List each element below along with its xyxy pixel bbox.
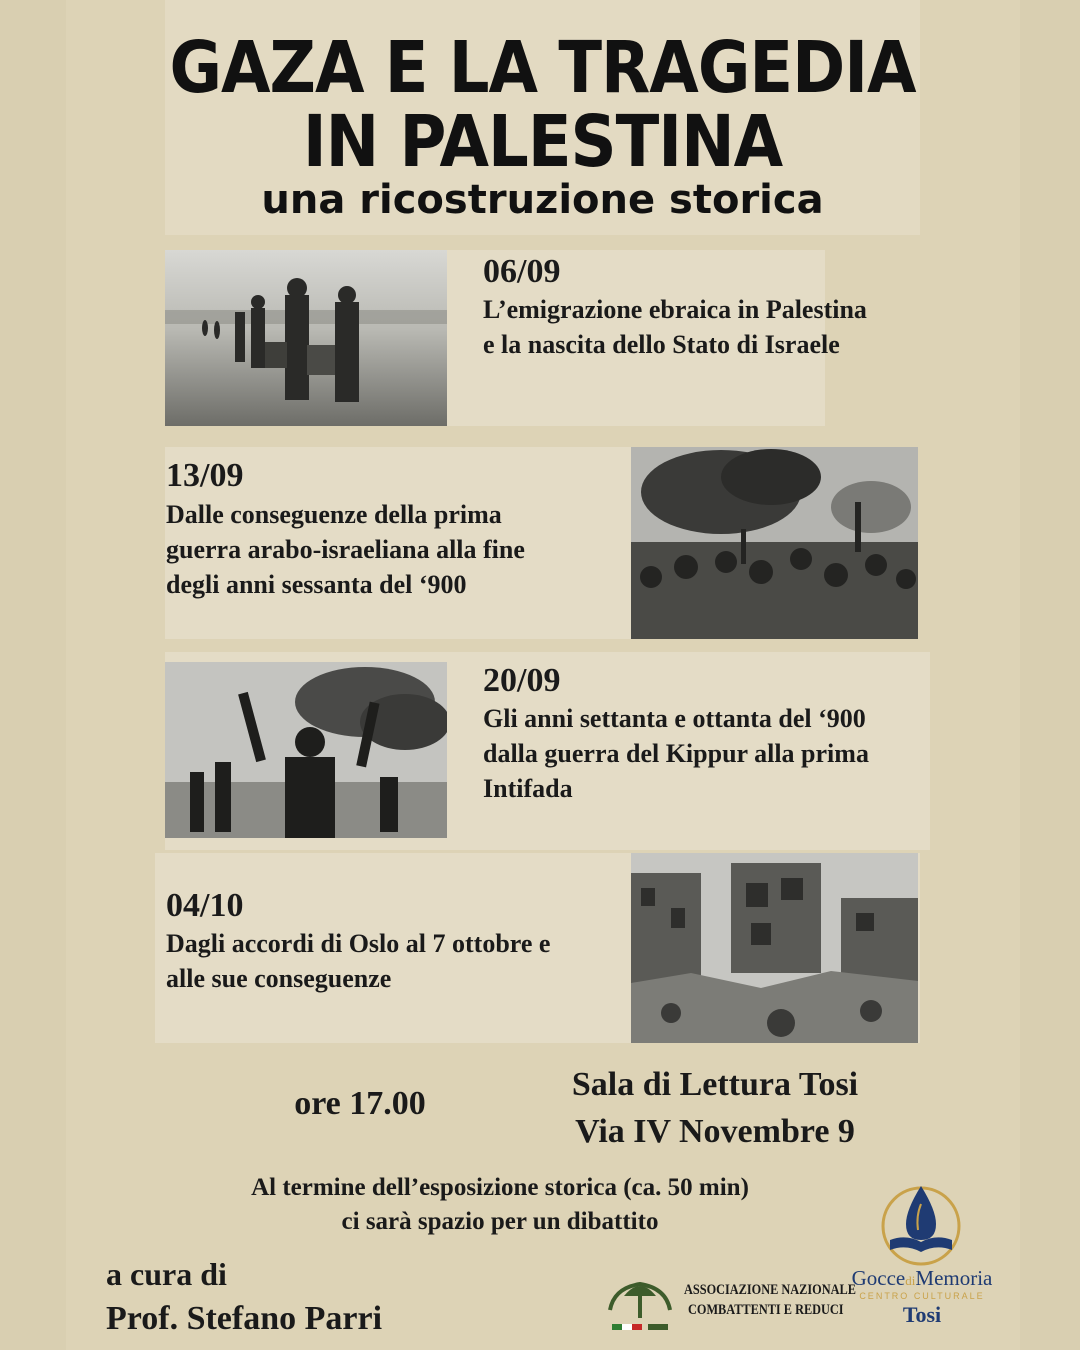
event-note-line2: ci sarà spazio per un dibattito [341, 1208, 659, 1235]
session-date-3: 20/09 [483, 662, 561, 699]
crowd-smoke-photo [631, 447, 918, 639]
refugees-walking-photo [165, 250, 447, 426]
ancr-line1: ASSOCIAZIONE NAZIONALE [684, 1282, 856, 1298]
curator-name: Prof. Stefano Parri [106, 1300, 383, 1337]
gocce-title-b: di [905, 1273, 916, 1288]
event-venue: Sala di Lettura Tosi [571, 1066, 859, 1103]
helmet-laurel-icon [604, 1270, 676, 1334]
session-description-1 [483, 292, 867, 362]
ruined-buildings-photo [631, 853, 918, 1043]
session-2-line-1: Dalle conseguenze della prima [166, 500, 502, 529]
session-date-4: 04/10 [166, 887, 244, 924]
session-2-line-2: guerra arabo-israeliana alla fine [166, 535, 525, 564]
session-description-2 [166, 497, 525, 602]
session-4-line-1: Dagli accordi di Oslo al 7 ottobre e [166, 929, 551, 958]
gocce-subtitle: CENTRO CULTURALE [859, 1291, 985, 1301]
session-date-2: 13/09 [166, 457, 244, 494]
session-3-line-1: Gli anni settanta e ottanta del ‘900 [483, 704, 866, 733]
gocce-title-c: Memoria [915, 1266, 993, 1290]
book-drop-icon [876, 1182, 966, 1266]
session-description-3 [483, 701, 869, 806]
session-2-line-3: degli anni sessanta del ‘900 [166, 570, 467, 599]
event-address: Via IV Novembre 9 [575, 1113, 855, 1150]
session-1-line-2: e la nascita dello Stato di Israele [483, 330, 840, 359]
gocce-title [832, 1266, 1012, 1291]
session-1-line-1: L’emigrazione ebraica in Palestina [483, 295, 867, 324]
poster-title-line2: IN PALESTINA [302, 100, 783, 184]
poster-title-line1: GAZA E LA TRAGEDIA [169, 26, 916, 110]
poster-subtitle: una ricostruzione storica [261, 177, 824, 223]
gocce-di-memoria-logo [830, 1180, 1015, 1340]
event-note-line1: Al termine dell’esposizione storica (ca. 50 min) [251, 1174, 749, 1201]
session-3-line-3: Intifada [483, 774, 573, 803]
session-date-1: 06/09 [483, 253, 561, 290]
gocce-title-a: Gocce [851, 1266, 906, 1290]
session-3-line-2: dalla guerra del Kippur alla prima [483, 739, 869, 768]
protester-fists-photo [165, 662, 447, 838]
session-4-line-2: alle sue conseguenze [166, 964, 392, 993]
ancr-logo [604, 1270, 856, 1336]
event-time: ore 17.00 [294, 1085, 426, 1122]
gocce-place: Tosi [902, 1302, 942, 1327]
ancr-line2: COMBATTENTI E REDUCI [688, 1302, 844, 1318]
curator-label: a cura di [106, 1256, 227, 1292]
session-description-4 [166, 926, 550, 996]
